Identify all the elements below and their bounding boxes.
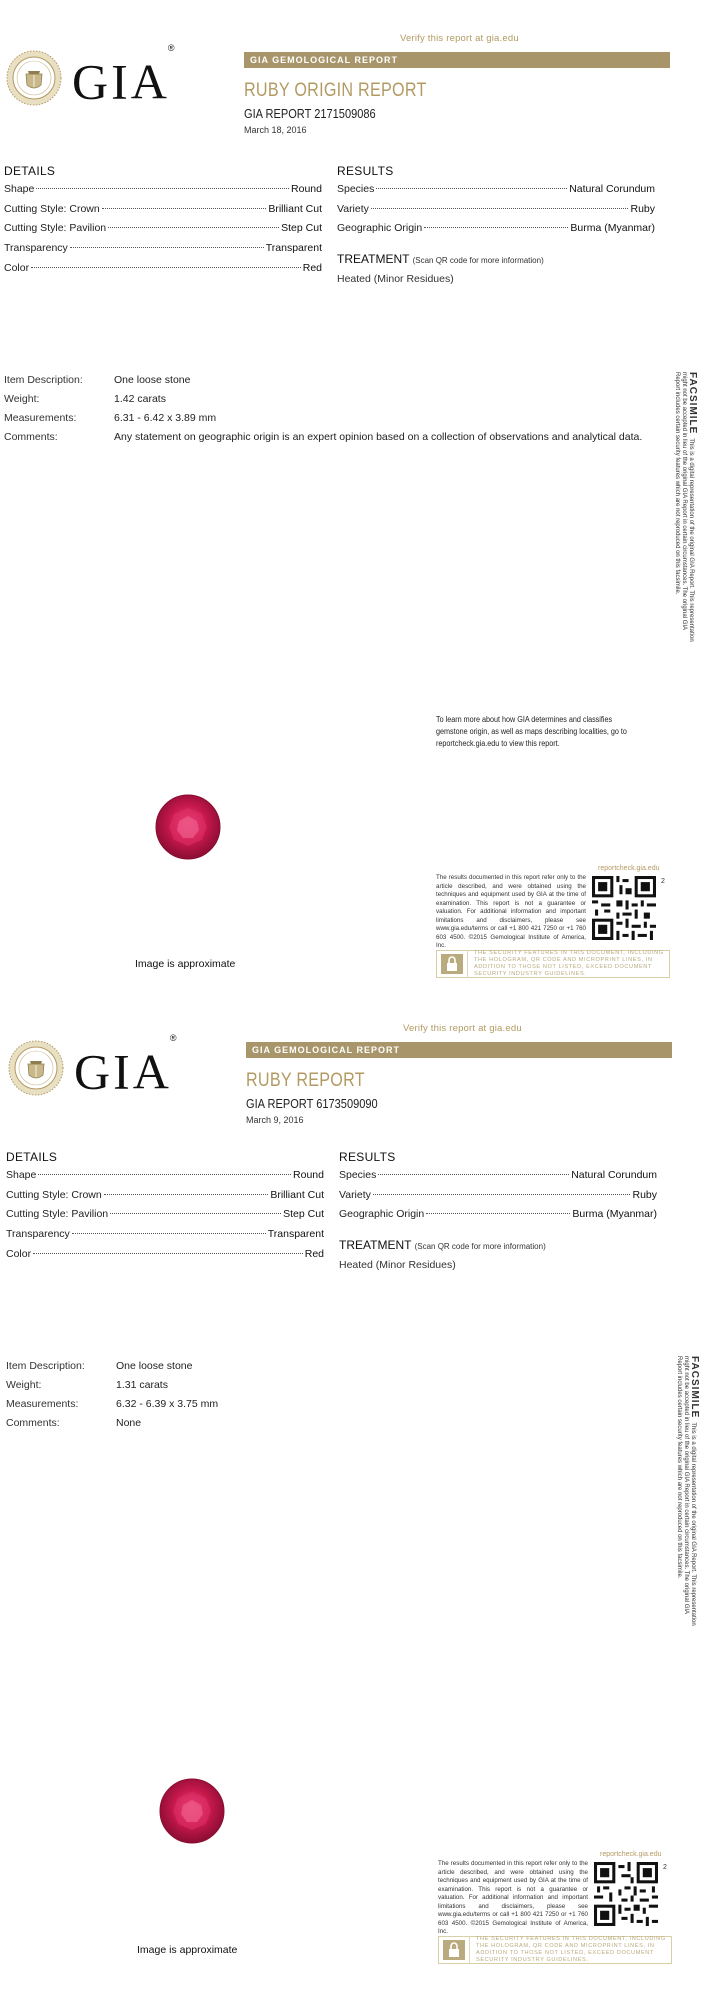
item-description [4,374,664,453]
detail-row: Cutting Style: Pavilion Step Cut [4,222,322,234]
detail-row: Color Red [6,1248,324,1260]
result-row: Variety Ruby [337,203,655,215]
gia-report-1 [0,0,712,990]
description-row: Weight: 1.42 carats [4,393,166,405]
gia-logo: GIA® [74,1033,180,1100]
image-caption: Image is approximate [135,958,236,970]
report-date: March 18, 2016 [244,125,307,135]
results-heading: RESULTS [337,164,394,178]
treatment-note: (Scan QR code for more information) [414,1242,546,1251]
detail-row: Cutting Style: Crown Brilliant Cut [4,203,322,215]
treatment-heading: TREATMENT (Scan QR code for more information) [337,252,544,266]
result-row: Species Natural Corundum [337,183,655,195]
report-number: GIA REPORT 2171509086 [244,106,376,121]
description-row: Measurements: 6.32 - 6.39 x 3.75 mm [6,1398,219,1410]
description-row: Comments: Any statement on geographic origin is an expert opinion based on a collection of observations and analytical data. [4,431,643,443]
treatment-note: (Scan QR code for more information) [412,256,544,265]
lock-icon [441,954,463,974]
description-row: Item Description: One loose stone [6,1360,193,1372]
result-row: Species Natural Corundum [339,1169,657,1181]
qr-code-icon[interactable] [592,876,656,940]
result-row: Geographic Origin Burma (Myanmar) [337,222,655,234]
facsimile-notice: FACSIMILEThis is a digital representation of the original GIA Report. This representation might not be accepted in lieu of the original GIA Report in certain circumstances. The original GIA Report includes certain security features which are not reproduced on this facsimile. [674,372,698,642]
results-heading: RESULTS [339,1150,396,1164]
result-row: Variety Ruby [339,1189,657,1201]
gemological-report-bar: GIA GEMOLOGICAL REPORT [244,52,670,68]
description-row: Comments: None [6,1417,142,1429]
lock-icon [443,1940,465,1960]
detail-row: Shape Round [6,1169,324,1181]
detail-row: Cutting Style: Pavilion Step Cut [6,1208,324,1220]
security-features-box: THE SECURITY FEATURES IN THIS DOCUMENT, INCLUDING THE HOLOGRAM, QR CODE AND MICROPRINT LINES, IN ADDITION TO THOSE NOT LISTED, EXCEED DOCUMENT SECURITY INDUSTRY GUIDELINES. [436,950,670,978]
ruby-stone-image [155,794,221,860]
verify-link[interactable]: Verify this report at gia.edu [403,1023,522,1034]
qr-page-number: 2 [663,1864,667,1871]
gia-logo: GIA® [72,43,178,110]
detail-row: Cutting Style: Crown Brilliant Cut [6,1189,324,1201]
report-date: March 9, 2016 [246,1115,304,1125]
gemological-report-bar: GIA GEMOLOGICAL REPORT [246,1042,672,1058]
security-features-box: THE SECURITY FEATURES IN THIS DOCUMENT, INCLUDING THE HOLOGRAM, QR CODE AND MICROPRINT LINES, IN ADDITION TO THOSE NOT LISTED, EXCEED DOCUMENT SECURITY INDUSTRY GUIDELINES. [438,1936,672,1964]
treatment-heading: TREATMENT (Scan QR code for more information) [339,1238,546,1252]
gia-report-2 [0,990,712,1980]
qr-code-icon[interactable] [594,1862,658,1926]
ruby-stone-image [159,1778,225,1844]
treatment-value: Heated (Minor Residues) [337,273,454,285]
item-description [6,1360,666,1436]
description-row: Item Description: One loose stone [4,374,191,386]
details-heading: DETAILS [6,1150,58,1164]
reportcheck-link[interactable]: reportcheck.gia.edu [598,865,660,872]
disclaimer-text: The results documented in this report refer only to the article described, and were obtained using the techniques and equipment used by GIA at the time of examination. This report is not a guarantee or valuation. For additional information and important limitations and disclaimers, please see www.gia.edu/terms or call +1 800 421 7250 or +1 760 603 4500. ©2015 Gemological Institute of America, Inc. [436,874,586,949]
detail-row: Transparency Transparent [4,242,322,254]
learn-more-text: To learn more about how GIA determines and classifies gemstone origin, as well as maps describing localities, go to reportcheck.gia.edu to view this report. [436,715,627,748]
treatment-value: Heated (Minor Residues) [339,1259,456,1271]
facsimile-notice: FACSIMILEThis is a digital representation of the original GIA Report. This representation might not be accepted in lieu of the original GIA Report in certain circumstances. The original GIA Report includes certain security features which are not reproduced on this facsimile. [676,1356,700,1626]
qr-page-number: 2 [661,878,665,885]
result-row: Geographic Origin Burma (Myanmar) [339,1208,657,1220]
description-row: Measurements: 6.31 - 6.42 x 3.89 mm [4,412,217,424]
disclaimer-text: The results documented in this report refer only to the article described, and were obtained using the techniques and equipment used by GIA at the time of examination. This report is not a guarantee or valuation. For additional information and important limitations and disclaimers, please see www.gia.edu/terms or call +1 800 421 7250 or +1 760 603 4500. ©2015 Gemological Institute of America, Inc. [438,1860,588,1935]
gia-seal-icon [6,50,62,106]
details-heading: DETAILS [4,164,56,178]
detail-row: Color Red [4,262,322,274]
report-number: GIA REPORT 6173509090 [246,1096,378,1111]
description-row: Weight: 1.31 carats [6,1379,168,1391]
reportcheck-link[interactable]: reportcheck.gia.edu [600,1851,662,1858]
detail-row: Transparency Transparent [6,1228,324,1240]
detail-row: Shape Round [4,183,322,195]
report-title: RUBY REPORT [246,1070,365,1091]
verify-link[interactable]: Verify this report at gia.edu [400,33,519,44]
gia-seal-icon [8,1040,64,1096]
image-caption: Image is approximate [137,1944,238,1956]
report-title: RUBY ORIGIN REPORT [244,80,427,101]
